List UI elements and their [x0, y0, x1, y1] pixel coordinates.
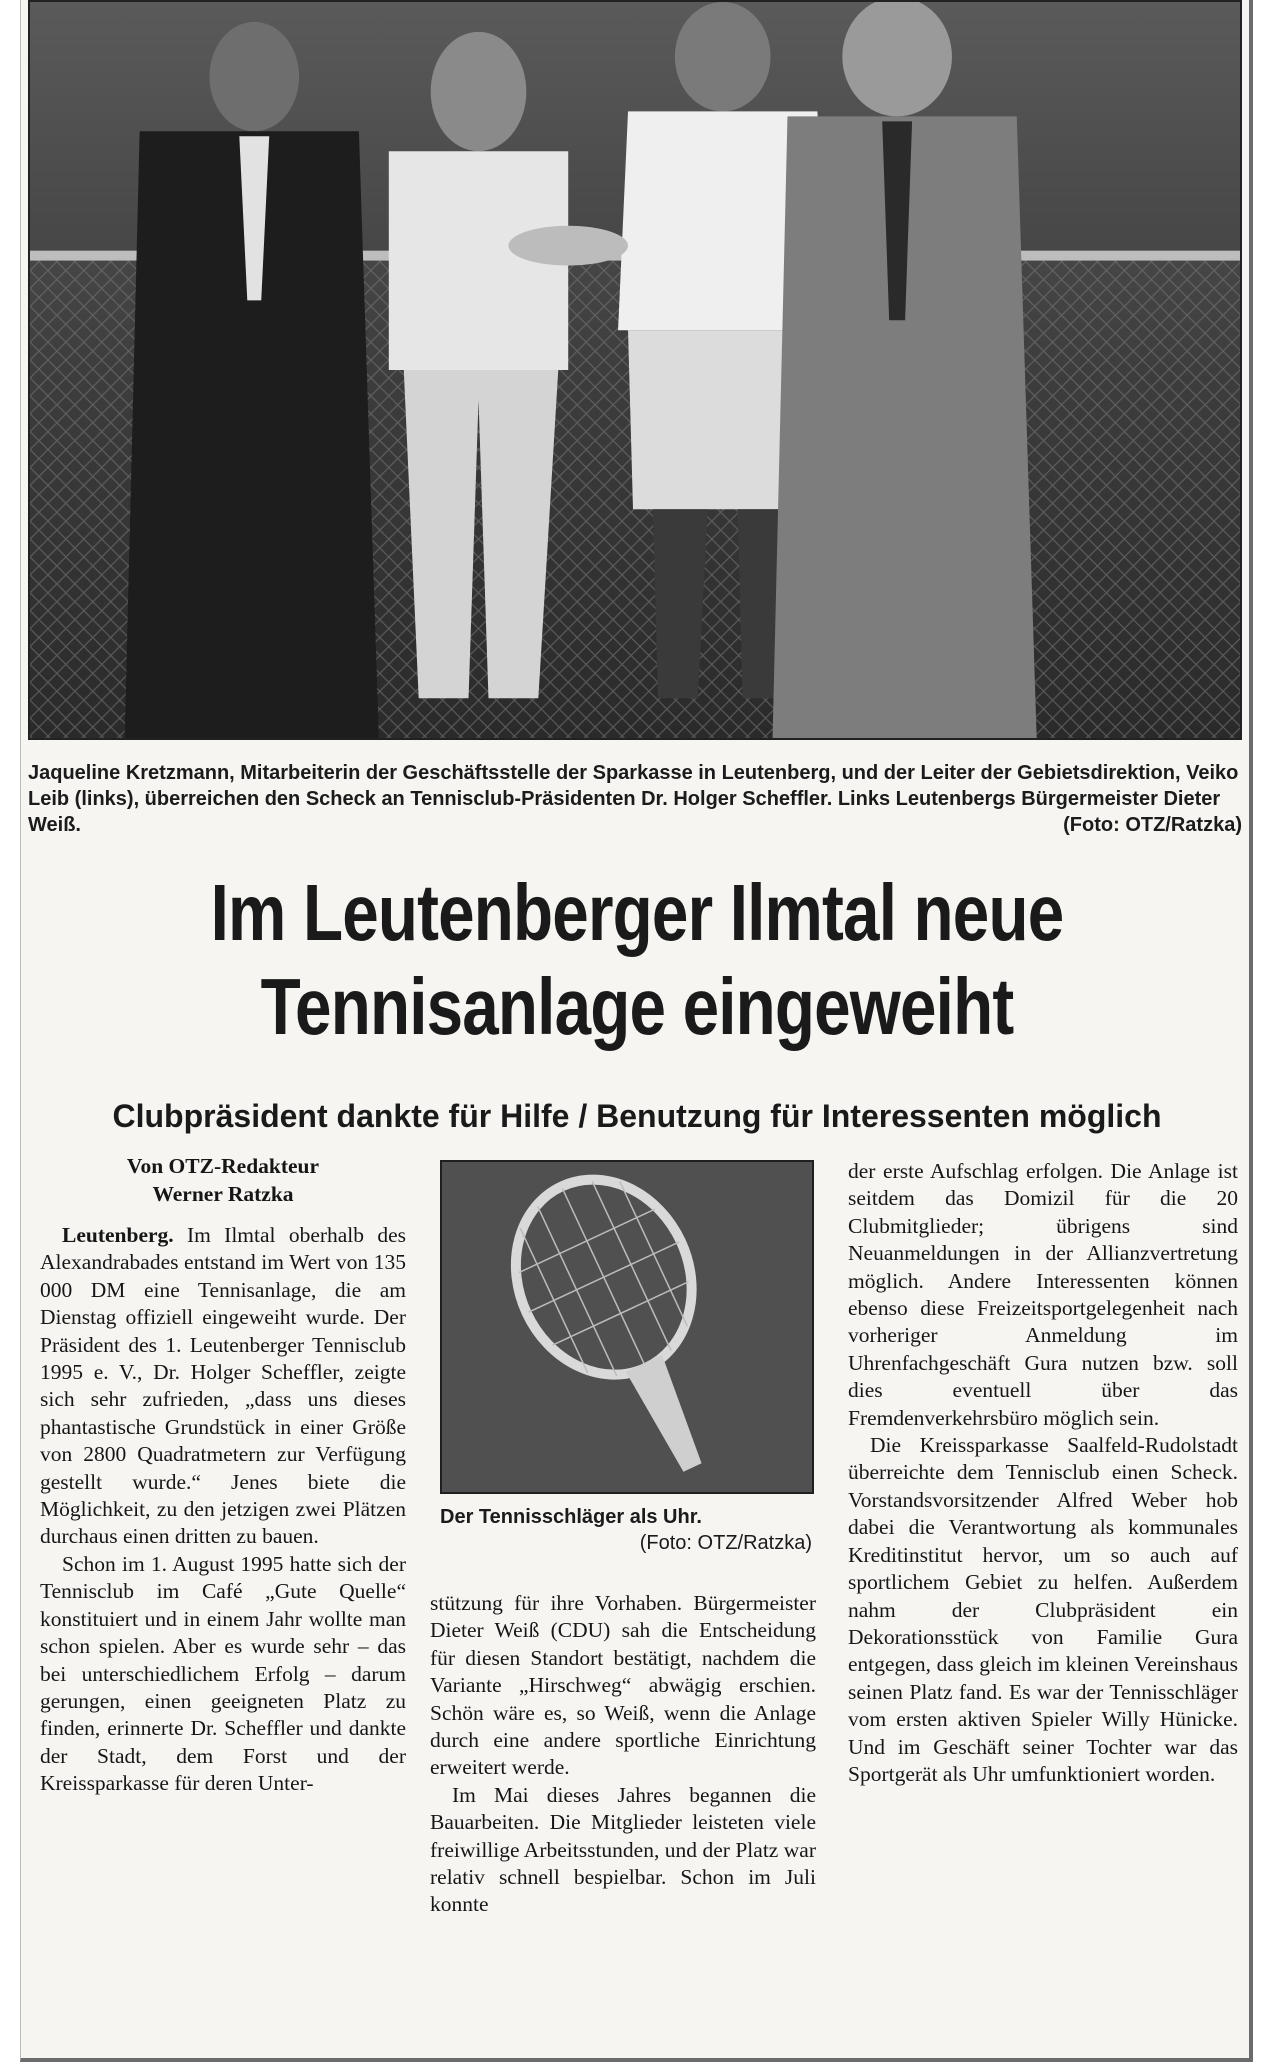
article-column-3 [848, 1158, 1238, 1788]
main-photo-caption-text: Jaqueline Kretzmann, Mitarbeiterin der Geschäftsstelle der Sparkasse in Leutenberg, und der Leiter der Gebietsdirektion, Veiko Leib (links), überreichen den Scheck an Tennisclub-Präsidenten Dr. Holger Scheffler. Links Leutenbergs Bürgermeister Dieter Weiß. [28, 762, 1239, 836]
headline [138, 866, 1137, 1054]
byline-line-2: Werner Ratzka [152, 1182, 294, 1206]
main-photo-caption [28, 760, 1246, 838]
racket-photo [440, 1160, 814, 1494]
dateline: Leutenberg. [62, 1223, 174, 1247]
headline-line-1: Im Leutenberger Ilmtal neue [210, 868, 1064, 957]
main-photo [28, 0, 1242, 740]
paragraph: Im Mai dieses Jahres begannen die Bauarbeiten. Die Mitglieder leisteten viele freiwillige Arbeitsstunden, und der Platz war relativ schnell bespielbar. Schon im Juli konnte [430, 1782, 816, 1917]
paragraph-text: Im Ilmtal oberhalb des Alexandrabades entstand im Wert von 135 000 DM eine Tennisanlage, die am Dienstag offiziell eingeweiht wurde. Der Präsident des 1. Leutenberger Tennisclub 1995 e. V., Dr. Holger Scheffler, zeigte sich sehr zufrieden, „dass uns dieses phantastische Grundstück in einer Größe von 2800 Quadratmetern zur Verfügung gestellt wurde.“ Jenes biete die Möglichkeit, zu den jetzigen zwei Plätzen durchaus einen dritten zu bauen. [40, 1223, 406, 1549]
paragraph: stützung für ihre Vorhaben. Bürgermeister Dieter Weiß (CDU) sah die Entscheidung für diesen Standort bestätigt, nachdem die Variante „Hirschweg“ abwägig erschien. Schön wäre es, so Weiß, wenn die Anlage durch eine andere sportliche Einrichtung erweitert werde. [430, 1591, 816, 1780]
paragraph: der erste Aufschlag erfolgen. Die Anlage ist seitdem das Domizil für die 20 Clubmitglieder; übrigens sind Neuanmeldungen in der Allianzvertretung möglich. Andere Interessenten können ebenso diese Freizeitsportgelegenheit nach vorheriger Anmeldung im Uhrenfachgeschäft Gura nutzen bzw. soll dies eventuell über das Fremdenverkehrsbüro möglich sein. [848, 1159, 1238, 1430]
article-column-2 [430, 1590, 816, 1919]
headline-line-2: Tennisanlage eingeweiht [260, 962, 1014, 1051]
paragraph: Schon im 1. August 1995 hatte sich der Tennisclub im Café „Gute Quelle“ konstituiert und in einem Jahr wollte man schon spielen. Aber es wurde sehr – das bei unterschiedlichem Erfolg – darum gerungen, einen geeigneten Platz zu finden, erinnerte Dr. Scheffler und dankte der Stadt, dem Forst und der Kreissparkasse für deren Unter- [40, 1551, 406, 1796]
racket-photo-caption-text: Der Tennisschläger als Uhr. [440, 1506, 702, 1528]
paragraph [40, 1222, 406, 1551]
racket-photo-caption [440, 1504, 812, 1556]
article-column-1 [40, 1152, 406, 1798]
subheadline: Clubpräsident dankte für Hilfe / Benutzung für Interessenten möglich [112, 1098, 1162, 1134]
byline-line-1: Von OTZ-Redakteur [126, 1154, 320, 1178]
main-photo-credit: (Foto: OTZ/Ratzka) [1063, 814, 1242, 836]
racket-photo-credit: (Foto: OTZ/Ratzka) [639, 1532, 812, 1554]
paragraph: Die Kreissparkasse Saalfeld-Rudolstadt überreichte dem Tennisclub einen Scheck. Vorstandsvorsitzender Alfred Weber hob dabei die Verantwortung als kommunales Kreditinstitut hervor, um so auch auf sportlichem Gebiet zu helfen. Außerdem nahm der Clubpräsident ein Dekorationsstück von Familie Gura entgegen, dass gleich im kleinen Vereinshaus seinen Platz fand. Es war der Tennisschläger vom ersten aktiven Spieler Willy Hünicke. Und im Geschäft seiner Tochter war das Sportgerät als Uhr umfunktioniert worden. [848, 1433, 1238, 1786]
byline [40, 1152, 406, 1208]
